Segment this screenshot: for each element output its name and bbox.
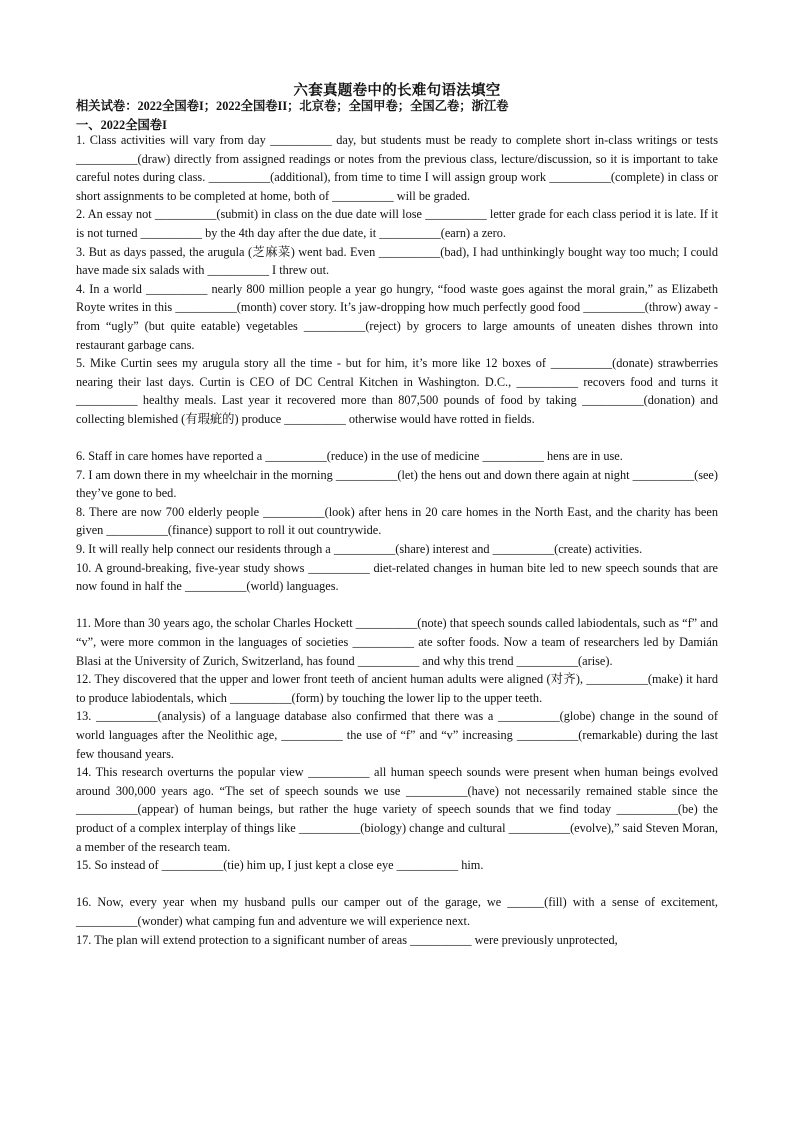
question-item: 10. A ground-breaking, five-year study shows __________ diet-related changes in human bite led to new speech sounds that are now found in half the __________(world) languages. <box>76 560 718 594</box>
paragraph-spacer <box>76 596 718 615</box>
document-title: 六套真题卷中的长难句语法填空 <box>293 83 501 99</box>
question-item: 14. This research overturns the popular view __________ all human speech sounds were present when human beings evolved around 300,000 years ago. “The set of speech sounds we use __________(have) not necessarily remained stable since the __________(appear) of human beings, but rather the huge variety of speech sounds that we find today __________(be) the product of a complex interplay of things like __________(biology) change and cultural __________(evolve),” said Steven Moran, a member of the research team. <box>76 765 718 854</box>
question-item: 17. The plan will extend protection to a significant number of areas __________ were previously unprotected, <box>76 932 618 947</box>
question-item: 1. Class activities will vary from day __________ day, but students must be ready to complete short in-class writings or tests __________(draw) directly from assigned readings or notes from the previous class, lecture/discussion, so it is important to take careful notes during class. __________(additional), from time to time I will assign group work __________(complete) in class or short assignments to be completed at home, both of __________ will be graded. <box>76 133 718 203</box>
section-heading: 一、2022全国卷I <box>76 118 167 132</box>
question-item: 9. It will really help connect our residents through a __________(share) interest and __________(create) activities. <box>76 542 643 557</box>
question-item: 15. So instead of __________(tie) him up, I just kept a close eye __________ him. <box>76 858 484 873</box>
question-list <box>76 131 718 949</box>
question-item: 4. In a world __________ nearly 800 million people a year go hungry, “food waste goes against the moral grain,” as Elizabeth Royte writes in this __________(month) cover story. It’s jaw-dropping how much perfectly good food __________(throw) away - from “ugly” (but quite eatable) vegetables __________(reject) by grocers to large amounts of uneaten dishes thrown into restaurant garbage cans. <box>76 281 718 352</box>
question-item: 12. They discovered that the upper and lower front teeth of ancient human adults were aligned (对齐), __________(make) it hard to produce labiodentals, which __________(form) by touching the lower lip to the upper teeth. <box>76 672 718 705</box>
question-item: 8. There are now 700 elderly people __________(look) after hens in 20 care homes in the North East, and the charity has been given __________(finance) support to roll it out countrywide. <box>76 504 718 538</box>
question-item: 3. But as days passed, the arugula (芝麻菜) went bad. Even __________(bad), I had unthinkingly bought way too much; I could have made six salads with __________ I threw out. <box>76 244 718 278</box>
question-item: 16. Now, every year when my husband pulls our camper out of the garage, we ______(fill) with a sense of excitement, __________(wonder) what camping fun and adventure we will experience next. <box>76 895 718 928</box>
question-item: 7. I am down there in my wheelchair in the morning __________(let) the hens out and down there again at night __________(see) they’ve gone to bed. <box>76 467 718 501</box>
question-item: 2. An essay not __________(submit) in class on the due date will lose __________ letter grade for each class period it is late. If it is not turned __________ by the 4th day after the due date, it __________(earn) a zero. <box>76 207 718 240</box>
question-item: 11. More than 30 years ago, the scholar Charles Hockett __________(note) that speech sounds called labiodentals, such as “f” and “v”, were more common in the languages of societies __________ ate softer foods. Now a team of researchers led by Damián Blasi at the University of Zurich, Switzerland, has found __________ and why this trend __________(arise). <box>76 616 718 668</box>
question-item: 6. Staff in care homes have reported a __________(reduce) in the use of medicine __________ hens are in use. <box>76 449 623 464</box>
paragraph-spacer <box>76 429 718 448</box>
paragraph-spacer <box>76 875 718 894</box>
question-item: 5. Mike Curtin sees my arugula story all the time - but for him, it’s more like 12 boxes of __________(donate) strawberries nearing their last days. Curtin is CEO of DC Central Kitchen in Washington. D.C., __________ recovers food and turns it __________ healthy meals. Last year it recovered more than 807,500 pounds of food by taking __________(donation) and collecting blemished (有瑕疵的) produce __________ otherwise would have rotted in fields. <box>76 356 718 426</box>
related-papers-line: 相关试卷：2022全国卷I；2022全国卷II；北京卷；全国甲卷；全国乙卷；浙江卷 <box>76 99 509 113</box>
question-item: 13. __________(analysis) of a language database also confirmed that there was a __________(globe) change in the sound of world languages after the Neolithic age, __________ the use of “f” and “v” increasing __________(remarkable) during the last few thousand years. <box>76 709 718 761</box>
